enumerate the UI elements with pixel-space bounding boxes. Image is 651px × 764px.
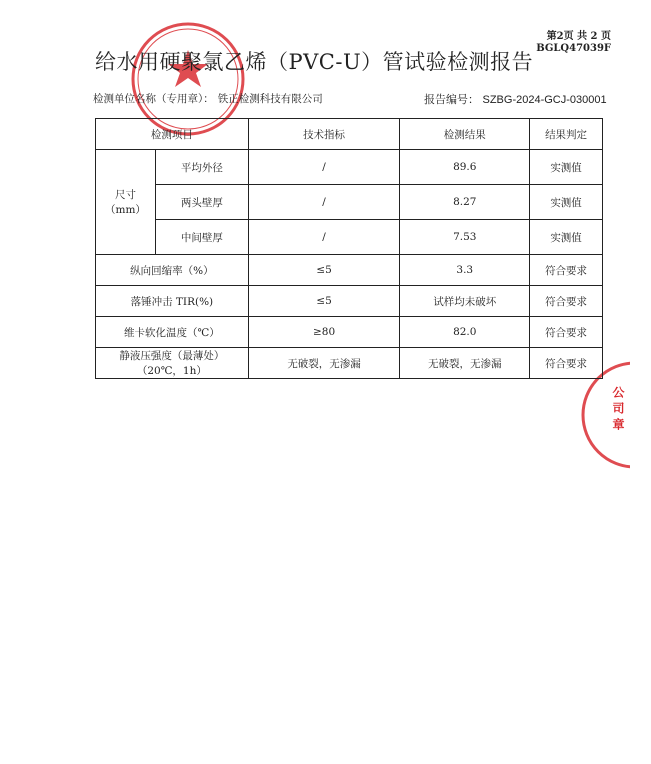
group-cell (96, 150, 156, 255)
table-header-row (96, 119, 603, 150)
results-table (95, 118, 603, 379)
report-no-value: SZBG-2024-GCJ-030001 (482, 94, 607, 106)
verdict-cell: 实测值 (530, 185, 603, 220)
result-cell: 无破裂，无渗漏 (400, 348, 530, 379)
spec-cell: / (248, 220, 400, 255)
report-no-label: 报告编号： (424, 93, 479, 106)
group-unit: （mm） (105, 204, 146, 216)
result-cell: 7.53 (400, 220, 530, 255)
verdict-cell: 实测值 (530, 150, 603, 185)
report-title: 给水用硬聚氯乙烯（PVC-U）管试验检测报告 (95, 50, 534, 74)
item-cell: 纵向回缩率（%） (96, 255, 249, 286)
result-cell: 试样均未破坏 (400, 286, 530, 317)
page-info: 第2页 共 2 页 (546, 31, 611, 42)
spec-cell: ≤5 (248, 286, 400, 317)
spec-cell: ≤5 (248, 255, 400, 286)
report-number (424, 91, 607, 107)
verdict-cell: 符合要求 (530, 286, 603, 317)
item-line: （20℃，1h） (136, 365, 207, 377)
table-row (96, 255, 603, 286)
item-cell: 维卡软化温度（℃） (96, 317, 249, 348)
spec-cell: / (248, 150, 400, 185)
item-cell: 落锤冲击 TIR(%) (96, 286, 249, 317)
page-header (536, 31, 611, 55)
verdict-cell: 符合要求 (530, 317, 603, 348)
item-cell: 两头壁厚 (155, 185, 248, 220)
spec-cell: / (248, 185, 400, 220)
unit-label: 检测单位名称（专用章）： (93, 93, 214, 105)
table-row (96, 150, 603, 185)
group-label: 尺寸 (114, 189, 136, 201)
result-cell: 89.6 (400, 150, 530, 185)
verdict-cell: 符合要求 (530, 255, 603, 286)
partial-seal-text: 公司章 (611, 386, 625, 434)
table-row (96, 220, 603, 255)
table-row (96, 286, 603, 317)
item-cell: 平均外径 (155, 150, 248, 185)
header-cell: 技术指标 (248, 119, 400, 150)
verdict-cell: 符合要求 (530, 348, 603, 379)
result-cell: 3.3 (400, 255, 530, 286)
table-row (96, 317, 603, 348)
report-code: BGLQ47039F (536, 43, 611, 54)
header-cell: 检测项目 (96, 119, 249, 150)
item-cell: 中间壁厚 (155, 220, 248, 255)
spec-cell: 无破裂，无渗漏 (248, 348, 400, 379)
item-line: 静液压强度（最薄处） (119, 350, 225, 362)
header-cell: 结果判定 (530, 119, 603, 150)
testing-unit (93, 91, 323, 106)
verdict-cell: 实测值 (530, 220, 603, 255)
table-row (96, 185, 603, 220)
result-cell: 82.0 (400, 317, 530, 348)
item-cell (96, 348, 249, 379)
result-cell: 8.27 (400, 185, 530, 220)
header-cell: 检测结果 (400, 119, 530, 150)
unit-name: 铁正检测科技有限公司 (217, 93, 323, 105)
table-row (96, 348, 603, 379)
spec-cell: ≥80 (248, 317, 400, 348)
